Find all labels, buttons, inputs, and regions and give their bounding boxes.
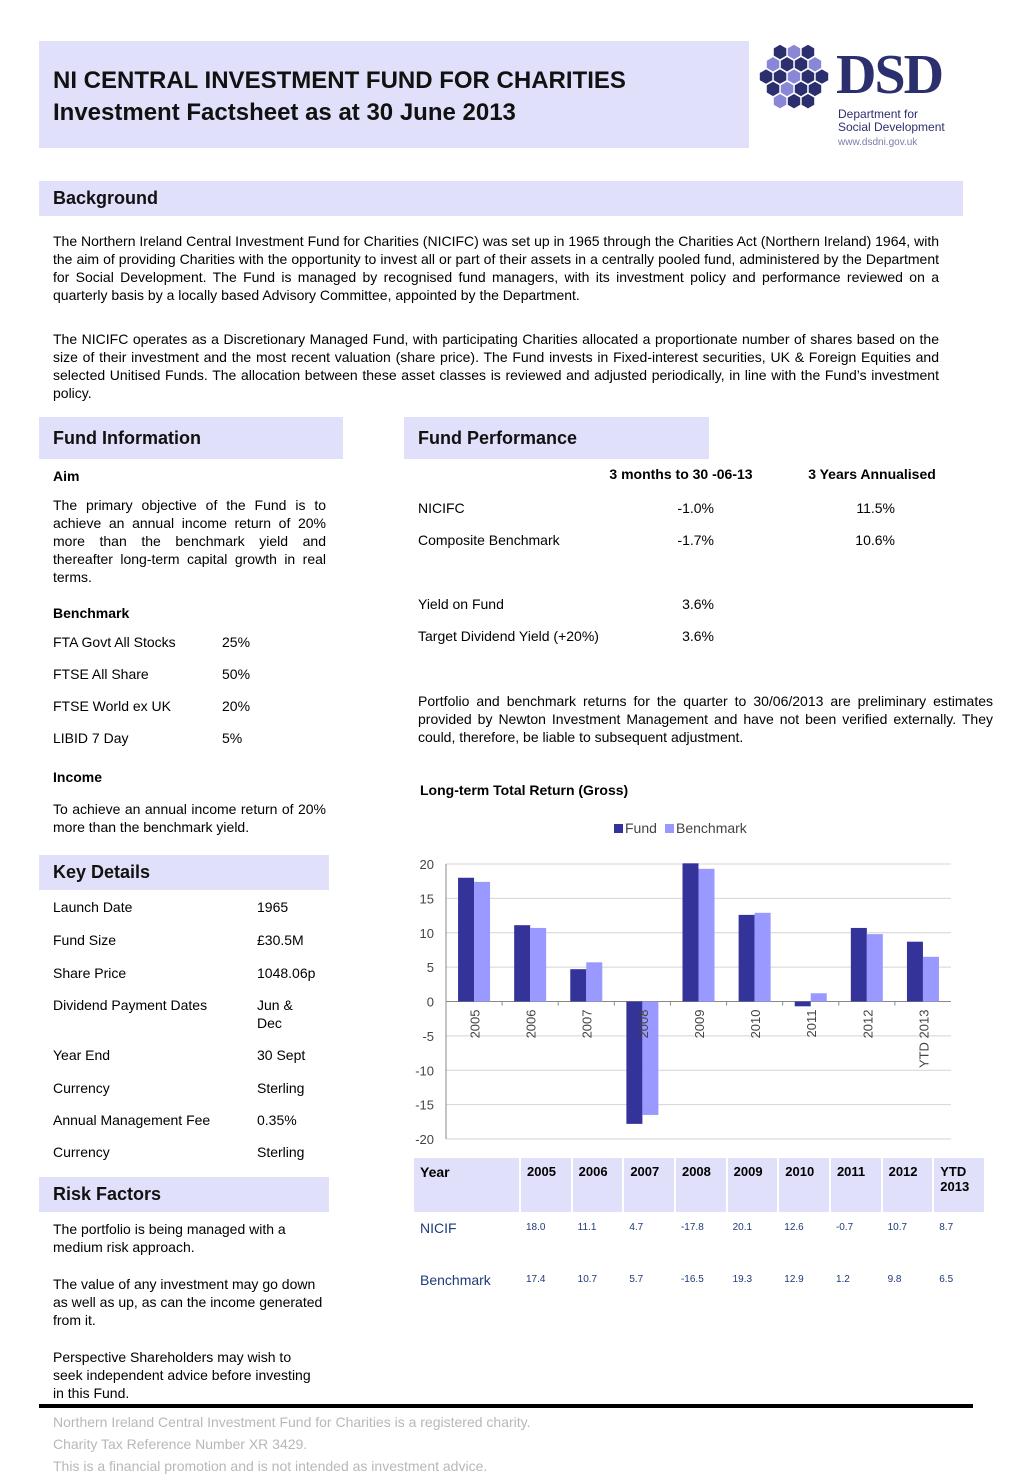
x-tick-label: 2005 — [467, 1009, 483, 1039]
total-return-bar-chart — [404, 812, 986, 1152]
risk-paragraph-3: Perspective Shareholders may wish to seek independent advice before investing in this Fund. — [53, 1349, 311, 1401]
key-detail-value: 0.35% — [257, 1112, 297, 1128]
returns-cell: -16.5 — [680, 1274, 704, 1285]
logo-hexagon — [788, 94, 800, 108]
y-tick-label: -15 — [415, 1097, 434, 1113]
benchmark-name: FTSE All Share — [53, 666, 149, 682]
logo-hexagon — [774, 94, 787, 108]
benchmark-weight: 25% — [222, 634, 251, 650]
bar-benchmark — [699, 869, 715, 1002]
perf-3y-value: 10.6% — [855, 532, 895, 548]
benchmark-heading: Benchmark — [53, 605, 130, 621]
key-detail-value: Sterling — [257, 1080, 305, 1096]
logo-hexagon — [781, 57, 794, 71]
bar-benchmark — [755, 913, 771, 1002]
key-detail-label: Year End — [53, 1047, 111, 1063]
key-detail-value: Jun & Dec — [257, 997, 293, 1031]
fund-performance-heading: Fund Performance — [404, 417, 709, 459]
bar-benchmark — [530, 928, 546, 1002]
perf-row-label: Composite Benchmark — [418, 532, 560, 548]
logo-hexagon — [795, 57, 807, 71]
logo-hexagon — [774, 69, 787, 83]
y-tick-label: -5 — [422, 1028, 434, 1044]
key-detail-value: £30.5M — [257, 932, 304, 948]
logo-hexagon — [788, 69, 800, 83]
returns-header-year: 2011 — [830, 1158, 882, 1212]
logo-hexagon — [760, 69, 773, 83]
y-tick-label: 10 — [419, 925, 434, 941]
returns-cell: 12.6 — [784, 1222, 804, 1233]
logo-hexagon — [816, 69, 829, 83]
returns-row-name: NICIF — [420, 1220, 457, 1236]
perf-3m-value: -1.7% — [677, 532, 714, 548]
logo-hexagon — [767, 82, 780, 96]
returns-cell: 18.0 — [526, 1222, 546, 1233]
returns-header-year: 2006 — [572, 1158, 624, 1212]
risk-paragraph-1: The portfolio is being managed with a medium risk approach. — [53, 1221, 286, 1255]
x-tick-label: 2012 — [860, 1009, 876, 1039]
income-heading: Income — [53, 769, 103, 785]
bar-benchmark — [867, 934, 883, 1001]
yield-row-label: Yield on Fund — [418, 596, 504, 612]
benchmark-weight: 20% — [222, 698, 251, 714]
logo-department-name: Department for Social Development — [838, 107, 945, 134]
y-tick-label: 0 — [426, 994, 434, 1010]
y-tick-label: -20 — [415, 1132, 434, 1147]
yield-row-value: 3.6% — [682, 596, 714, 612]
legend-label: Fund — [625, 820, 657, 836]
benchmark-name: LIBID 7 Day — [53, 730, 129, 746]
returns-cell: 20.1 — [732, 1222, 753, 1233]
y-tick-label: 5 — [426, 960, 434, 976]
bar-benchmark — [923, 957, 939, 1002]
footer-line-3: This is a financial promotion and is not intended as investment advice. — [53, 1458, 488, 1474]
logo-hexagon — [802, 94, 815, 108]
perf-col-3-years: 3 Years Annualised — [808, 466, 936, 482]
x-tick-label: 2010 — [748, 1009, 764, 1039]
yield-row-label: Target Dividend Yield (+20%) — [418, 628, 599, 644]
page-title: NI CENTRAL INVESTMENT FUND FOR CHARITIES — [53, 67, 626, 94]
logo-hexagon — [767, 57, 780, 71]
bar-fund — [458, 878, 474, 1002]
dsd-logo — [758, 38, 968, 153]
returns-cell: 17.4 — [526, 1274, 546, 1285]
bar-benchmark — [474, 882, 490, 1002]
aim-text: The primary objective of the Fund is to achieve an annual income return of 20% more than the benchmark yield and thereafter long-term capital growth in real terms. — [53, 497, 326, 585]
risk-paragraph-2: The value of any investment may go down as well as up, as can the income generated from it. — [53, 1276, 323, 1328]
returns-cell: -0.7 — [835, 1222, 854, 1233]
background-paragraph-2: The NICIFC operates as a Discretionary Managed Fund, with participating Charities allocated a proportionate number of shares based on the size of their investment and the most recent valuation (share price). The Fund invests in Fixed-interest securities, UK & Foreign Equities and selected Unitised Funds. The allocation between these asset classes is reviewed and adjusted periodically, in line with the Fund’s investment policy. — [53, 331, 939, 401]
key-detail-label: Currency — [53, 1144, 110, 1160]
background-paragraph-1: The Northern Ireland Central Investment Fund for Charities (NICIFC) was set up in 1965 through the Charities Act (Northern Ireland) 1964, with the aim of providing Charities with the opportunity to invest all or part of their assets in a centrally pooled fund, administered by the Department for Social Development. The Fund is managed by recognised fund managers, with its investment policy and performance reviewed on a quarterly basis by a locally based Advisory Committee, appointed by the Department. — [53, 233, 939, 303]
returns-cell: 8.7 — [939, 1222, 954, 1233]
returns-header-year: YTD 2013 — [933, 1158, 985, 1212]
chart-title: Long-term Total Return (Gross) — [420, 782, 629, 798]
perf-3y-value: 11.5% — [856, 500, 895, 516]
perf-col-3-months: 3 months to 30 -06-13 — [609, 466, 753, 482]
page-subtitle: Investment Factsheet as at 30 June 2013 — [53, 99, 516, 126]
background-heading: Background — [39, 181, 963, 216]
returns-header-year-label: Year — [414, 1158, 520, 1212]
returns-cell: 12.9 — [784, 1274, 804, 1285]
logo-hexagon — [788, 45, 800, 59]
returns-row-name: Benchmark — [420, 1272, 491, 1288]
legend-swatch — [614, 824, 623, 833]
returns-cell: 9.8 — [887, 1274, 902, 1285]
logo-wordmark: DSD — [836, 44, 943, 106]
bar-fund — [683, 863, 699, 1001]
returns-table-header-row — [414, 1158, 985, 1212]
returns-cell: 5.7 — [629, 1274, 644, 1285]
returns-cell: 10.7 — [887, 1222, 908, 1233]
bar-fund — [851, 928, 867, 1002]
returns-table — [414, 1158, 986, 1316]
key-detail-label: Fund Size — [53, 932, 117, 948]
key-detail-value: 1048.06p — [257, 965, 316, 981]
logo-hexagon — [802, 69, 815, 83]
perf-row-label: NICIFC — [418, 500, 465, 516]
bar-benchmark — [811, 993, 827, 1001]
logo-url: www.dsdni.gov.uk — [838, 137, 918, 148]
returns-header-year: 2009 — [727, 1158, 779, 1212]
logo-hexagon — [809, 57, 822, 71]
key-detail-label: Currency — [53, 1080, 110, 1096]
key-detail-label: Dividend Payment Dates — [53, 997, 208, 1013]
yield-row-value: 3.6% — [682, 628, 714, 644]
key-detail-value: Sterling — [257, 1144, 305, 1160]
x-tick-label: 2008 — [635, 1009, 651, 1039]
hexagon-cluster-icon — [758, 38, 830, 118]
fund-information-heading: Fund Information — [39, 417, 343, 459]
x-tick-label: 2007 — [579, 1009, 595, 1039]
footer-divider — [39, 1404, 973, 1408]
logo-hexagon — [795, 82, 807, 96]
benchmark-name: FTSE World ex UK — [53, 698, 171, 714]
aim-heading: Aim — [53, 468, 80, 484]
y-tick-label: 20 — [419, 857, 434, 872]
returns-cell: 1.2 — [835, 1274, 850, 1285]
benchmark-weight: 50% — [222, 666, 251, 682]
logo-hexagon — [809, 82, 822, 96]
returns-header-year: 2008 — [675, 1158, 727, 1212]
x-tick-label: 2006 — [523, 1009, 539, 1039]
returns-header-year: 2007 — [623, 1158, 675, 1212]
benchmark-weight: 5% — [222, 730, 243, 746]
footer-line-1: Northern Ireland Central Investment Fund for Charities is a registered charity. — [53, 1414, 531, 1430]
table-row — [414, 1212, 985, 1264]
key-detail-value: 30 Sept — [257, 1047, 306, 1063]
risk-factors-heading: Risk Factors — [39, 1177, 329, 1212]
returns-cell: -17.8 — [680, 1222, 704, 1233]
returns-cell: 19.3 — [732, 1274, 753, 1285]
logo-hexagon — [802, 45, 815, 59]
benchmark-name: FTA Govt All Stocks — [53, 634, 176, 650]
key-detail-label: Launch Date — [53, 899, 133, 915]
title-banner — [39, 41, 749, 148]
income-text: To achieve an annual income return of 20% more than the benchmark yield. — [53, 801, 326, 835]
legend-label: Benchmark — [676, 820, 747, 836]
bar-fund — [570, 969, 586, 1001]
key-details-heading: Key Details — [39, 855, 329, 890]
bar-fund — [795, 1002, 811, 1007]
returns-header-year: 2012 — [882, 1158, 934, 1212]
performance-note: Portfolio and benchmark returns for the quarter to 30/06/2013 are preliminary estimates provided by Newton Investment Management and have not been verified externally. They could, therefore, be liable to subsequent adjustment. — [418, 693, 993, 745]
key-detail-label: Annual Management Fee — [53, 1112, 211, 1128]
x-tick-label: 2011 — [804, 1009, 820, 1038]
bar-benchmark — [586, 962, 602, 1001]
x-tick-label: YTD 2013 — [916, 1009, 932, 1069]
table-row — [414, 1264, 985, 1316]
y-tick-label: 15 — [419, 891, 434, 907]
returns-cell: 6.5 — [939, 1274, 954, 1285]
returns-cell: 10.7 — [577, 1274, 598, 1285]
logo-hexagon — [774, 45, 787, 59]
legend-swatch — [665, 824, 674, 833]
key-detail-label: Share Price — [53, 965, 127, 981]
logo-hexagon — [781, 82, 794, 96]
bar-fund — [739, 915, 755, 1002]
returns-header-year: 2010 — [778, 1158, 830, 1212]
bar-fund — [514, 925, 530, 1001]
y-tick-label: -10 — [415, 1063, 434, 1079]
x-tick-label: 2009 — [691, 1009, 707, 1039]
bar-fund — [907, 942, 923, 1002]
perf-3m-value: -1.0% — [677, 500, 714, 516]
key-detail-value: 1965 — [257, 899, 289, 915]
footer-line-2: Charity Tax Reference Number XR 3429. — [53, 1436, 308, 1452]
returns-cell: 4.7 — [629, 1222, 644, 1233]
returns-header-year: 2005 — [520, 1158, 572, 1212]
returns-cell: 11.1 — [577, 1222, 597, 1233]
